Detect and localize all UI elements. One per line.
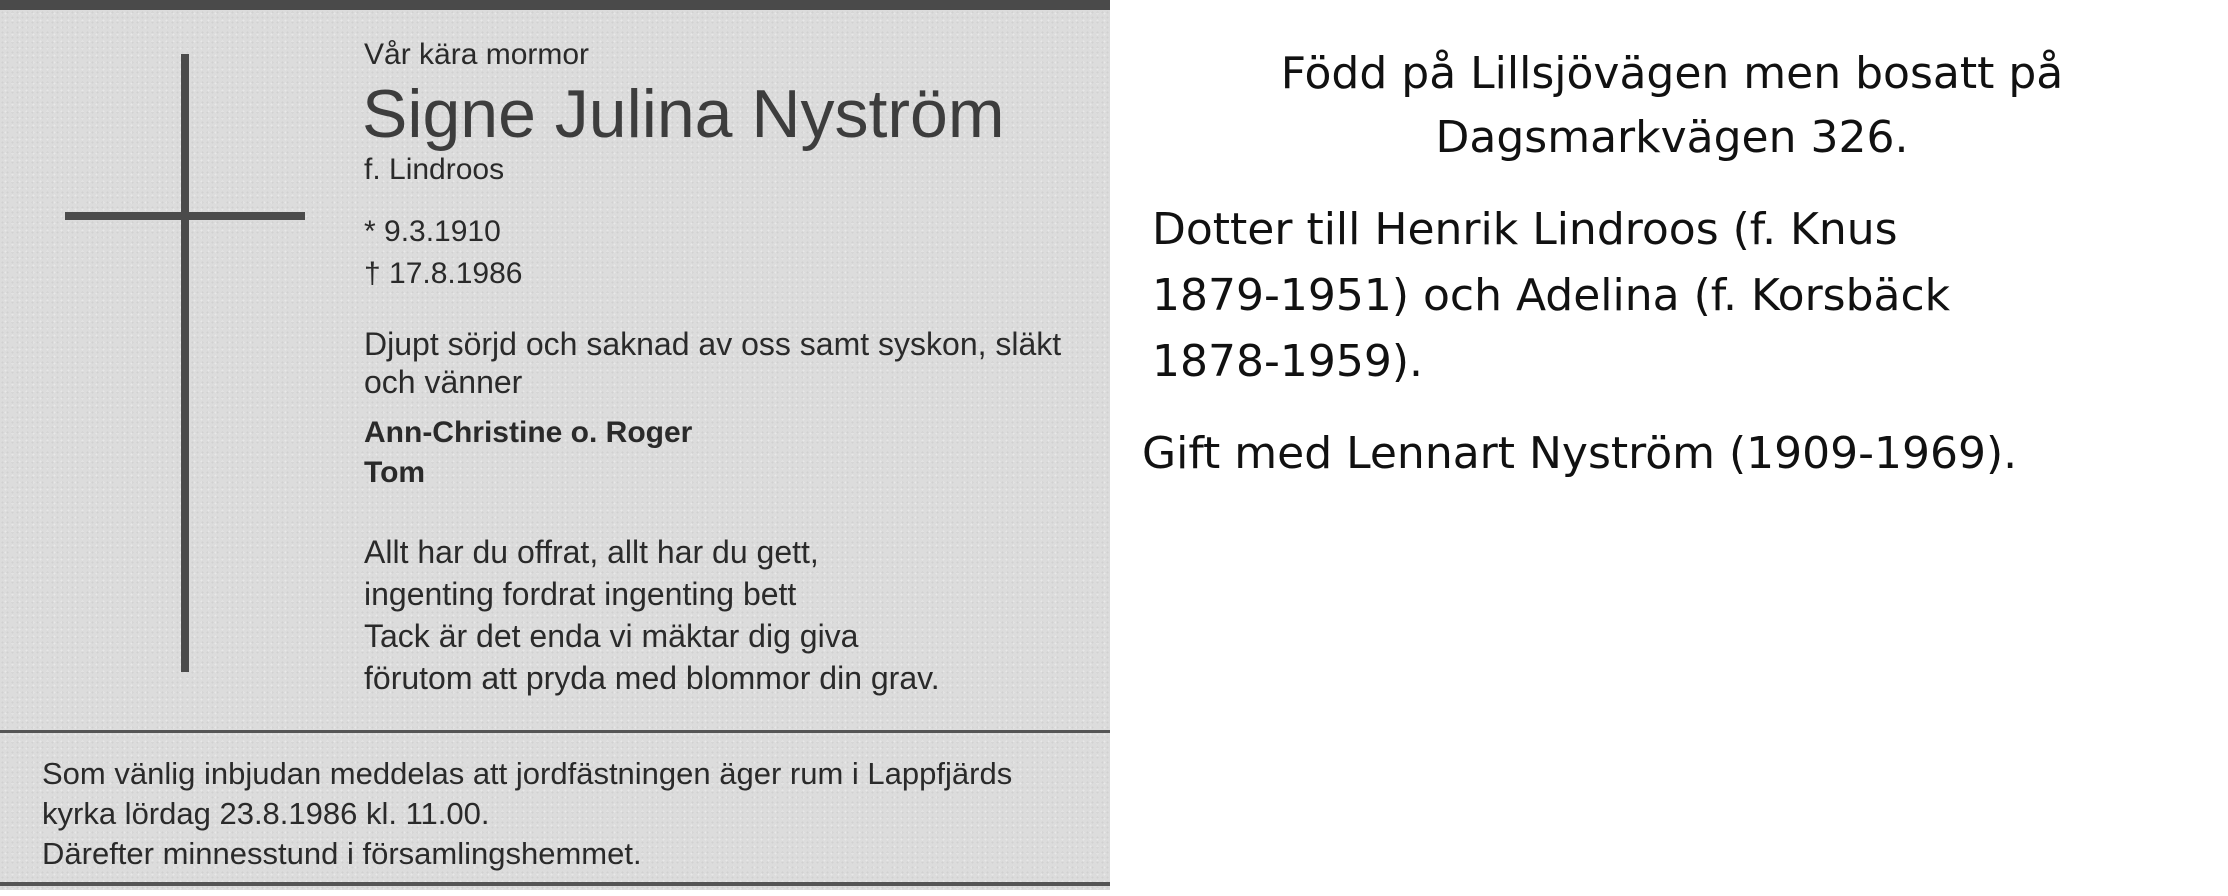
parents-note: 1878-1959). xyxy=(1152,336,1423,387)
mourning-line: Djupt sörjd och saknad av oss samt syskon, släkt xyxy=(364,326,1062,362)
poem-line: ingenting fordrat ingenting bett xyxy=(364,576,797,612)
signatory: Tom xyxy=(364,456,426,489)
cross-vertical-bar xyxy=(181,54,189,672)
residence-note: Född på Lillsjövägen men bosatt på xyxy=(1280,48,2064,99)
funeral-invitation-line: Därefter minnesstund i församlingshemmet. xyxy=(42,836,642,871)
deceased-name: Signe Julina Nyström xyxy=(362,76,1005,152)
residence-note: Dagsmarkvägen 326. xyxy=(1435,112,1909,163)
parents-note: 1879-1951) och Adelina (f. Korsbäck xyxy=(1152,270,1951,321)
funeral-invitation-line: kyrka lördag 23.8.1986 kl. 11.00. xyxy=(42,796,490,831)
marriage-note: Gift med Lennart Nyström (1909-1969). xyxy=(1142,428,2018,479)
funeral-invitation-line: Som vänlig inbjudan meddelas att jordfästningen äger rum i Lappfjärds xyxy=(42,756,1013,791)
top-rule xyxy=(0,0,1110,10)
cross-horizontal-bar xyxy=(65,212,305,220)
section-divider xyxy=(0,730,1110,733)
mourning-line: och vänner xyxy=(364,364,523,400)
obituary-intro: Vår kära mormor xyxy=(364,38,590,71)
signatory: Ann-Christine o. Roger xyxy=(364,416,693,449)
maiden-name: f. Lindroos xyxy=(364,153,505,186)
birth-date: * 9.3.1910 xyxy=(364,215,501,248)
obituary-clipping xyxy=(0,0,1110,890)
poem-line: Allt har du offrat, allt har du gett, xyxy=(364,534,819,570)
poem-line: Tack är det enda vi mäktar dig giva xyxy=(364,618,859,654)
death-date: † 17.8.1986 xyxy=(364,257,523,290)
bottom-rule xyxy=(0,882,1110,886)
poem-line: förutom att pryda med blommor din grav. xyxy=(364,660,940,696)
parents-note: Dotter till Henrik Lindroos (f. Knus xyxy=(1152,204,1898,255)
